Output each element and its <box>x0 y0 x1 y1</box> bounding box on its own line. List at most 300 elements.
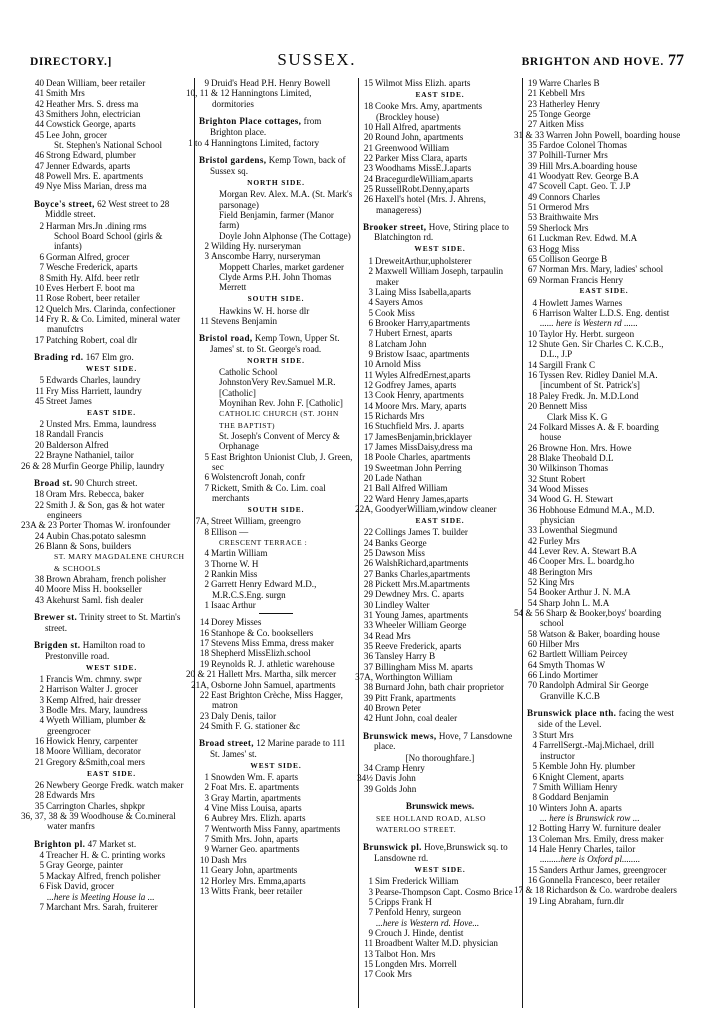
entry-text: Banks George <box>375 537 427 548</box>
entry-text: Aitken Miss <box>539 119 584 130</box>
directory-entry <box>363 918 517 928</box>
entry-text: SEE HOLLAND ROAD, ALSO WATERLOO STREET. <box>376 813 487 834</box>
entry-number: 34 <box>527 483 537 494</box>
entry-number: 40 <box>34 78 44 88</box>
directory-entry <box>527 834 681 844</box>
directory-entry <box>199 813 353 823</box>
entry-number: 10 <box>199 854 209 865</box>
entry-text: Morgan Rev. Alex. M.A. (St. Mark's parsonage) <box>219 189 353 210</box>
column-2 <box>186 78 358 1008</box>
entry-number: 21 <box>363 142 373 153</box>
directory-entry <box>34 130 189 140</box>
entry-number: 44 <box>527 545 537 556</box>
entry-number: 18 <box>34 746 44 757</box>
directory-entry <box>34 419 189 429</box>
entry-number: 18 <box>199 648 209 659</box>
directory-entry <box>34 181 189 191</box>
side-marker: EAST SIDE. <box>86 407 137 417</box>
entry-number: 35 <box>34 800 44 811</box>
entry-number: 7A, <box>195 516 209 527</box>
directory-entry <box>527 391 681 401</box>
entry-text: Wilmot Miss Elizh. aparts <box>375 78 471 88</box>
directory-entry <box>199 241 353 251</box>
directory-entry <box>527 453 681 463</box>
directory-entry <box>34 293 189 303</box>
entry-number: 6 <box>39 881 44 892</box>
entry-number: 2 <box>39 220 44 231</box>
street-description: Kemp Town, Upper St. James' st. to St. George's road. <box>210 333 340 354</box>
entry-text: Cramp Henry <box>375 763 425 774</box>
directory-entry <box>199 579 353 600</box>
directory-entry <box>527 360 681 370</box>
directory-entry <box>34 695 189 705</box>
directory-entry <box>527 150 681 160</box>
entry-number: 5 <box>204 451 209 462</box>
directory-entry <box>34 375 189 385</box>
directory-entry <box>363 184 517 194</box>
entry-text: Round John, apartments <box>375 132 464 143</box>
entry-number: 12 <box>527 823 537 834</box>
entry-number: 2 <box>204 569 209 580</box>
entry-text: Haxell's hotel (Mrs. J. Ahrens, manageress) <box>375 194 486 215</box>
section-rule <box>259 613 293 614</box>
entry-number: 12 <box>527 339 537 350</box>
directory-entry <box>527 78 681 88</box>
directory-entry <box>199 306 353 316</box>
side-marker: SOUTH SIDE. <box>247 505 305 514</box>
entry-text: ... here is Brunswick row ... <box>540 812 640 823</box>
directory-entry <box>527 730 681 740</box>
directory-entry <box>527 339 681 360</box>
directory-entry <box>527 875 681 885</box>
directory-entry <box>199 772 353 782</box>
entry-number: 16 <box>34 736 44 747</box>
directory-entry <box>363 483 517 493</box>
entry-number: 24 <box>34 530 44 541</box>
entry-text: Winters John A. aparts <box>539 802 622 813</box>
directory-entry <box>34 705 189 715</box>
directory-entry <box>186 88 353 109</box>
directory-entry <box>199 537 353 548</box>
entry-number: 19 <box>363 462 373 473</box>
entry-number: 4 <box>532 297 537 308</box>
directory-entry <box>527 443 681 453</box>
entry-text: Furley Mrs <box>539 535 580 546</box>
entry-text: Davis John <box>375 773 416 784</box>
directory-entry <box>527 556 681 566</box>
directory-entry <box>199 78 353 88</box>
entry-text: Rickett, Smith & Co. Lim. coal merchants <box>211 482 326 504</box>
entry-number: 16 <box>199 627 209 638</box>
entry-text: Brayne Nathaniel, tailor <box>46 450 134 461</box>
entry-number: 24 <box>527 421 537 432</box>
entry-text: Lindley Walter <box>375 599 430 610</box>
directory-entry <box>527 370 681 391</box>
street-name: Brighton Place cottages, <box>199 116 302 127</box>
entry-number: 24 <box>363 537 373 548</box>
entry-text: Warner Geo. apartments <box>211 844 300 855</box>
entry-number: 1 to 4 <box>188 138 209 149</box>
entry-number: 14 <box>363 400 373 411</box>
street-heading <box>34 352 189 363</box>
entry-number: 22 <box>363 152 373 163</box>
directory-entry <box>199 648 353 658</box>
entry-number: 14 <box>34 313 44 324</box>
entry-text: Lindo Mortimer <box>539 670 598 681</box>
directory-entry <box>527 99 681 109</box>
entry-text: Laing Miss Isabella,aparts <box>375 286 471 297</box>
entry-text: Shepherd MissElizh.school <box>211 648 311 659</box>
entry-number: 19 <box>199 658 209 669</box>
street-description: Trinity street to St. Martin's street. <box>45 612 181 633</box>
directory-entry <box>527 670 681 680</box>
entry-number: 15 <box>363 410 373 421</box>
entry-number: 36 <box>527 504 537 515</box>
directory-entry <box>34 584 189 594</box>
side-marker: EAST SIDE. <box>415 515 465 525</box>
entry-text: Smith Mrs. John, aparts <box>211 834 298 845</box>
entry-text: Hobhouse Edmund M.A., M.D. physician <box>539 504 655 525</box>
directory-entry <box>34 574 189 584</box>
entry-text: Wesche Frederick, aparts <box>46 262 138 273</box>
entry-number: 39 <box>363 783 373 794</box>
side-marker: WEST SIDE. <box>250 760 302 770</box>
entry-text: Lowenthal Siegmund <box>539 525 618 536</box>
entry-number: 22 <box>199 689 209 700</box>
entry-number: 13 <box>363 390 373 401</box>
entry-text: Wilding Hy. nurseryman <box>211 240 301 251</box>
directory-entry <box>21 460 189 471</box>
entry-text: Horley Mrs. Emma,aparts <box>211 875 306 886</box>
entry-number: 18 <box>363 101 373 112</box>
entry-number: 64 <box>527 659 537 670</box>
directory-entry <box>363 318 517 328</box>
street-description: 62 West street to 28 Middle street. <box>45 198 170 220</box>
directory-entry <box>527 244 681 254</box>
entry-number: 17 & 18 <box>514 885 545 896</box>
directory-entry <box>357 773 517 784</box>
entry-text: Aubrey Mrs. Elizh. aparts <box>211 813 306 824</box>
entry-text: Brown Peter <box>375 703 421 714</box>
entry-number: 4 <box>39 715 44 726</box>
directory-entry <box>363 287 517 297</box>
entry-number: 39 <box>363 692 373 703</box>
entry-text: Porter Thomas W. ironfounder <box>59 520 171 531</box>
entry-text: Hill Mrs.A.boarding house <box>539 160 638 171</box>
directory-entry <box>199 251 353 261</box>
entry-text: Latcham John <box>375 338 427 349</box>
directory-entry <box>199 855 353 865</box>
entry-number: 7 <box>204 834 209 845</box>
directory-entry <box>363 538 517 548</box>
directory-entry <box>527 109 681 119</box>
entry-text: Cowstick George, aparts <box>46 119 136 130</box>
directory-entry <box>34 314 189 335</box>
entry-text: Sayers Amos <box>375 297 423 308</box>
entry-number: 40 <box>363 703 373 714</box>
column-4 <box>514 78 686 1008</box>
entry-text: Dash Mrs <box>211 854 247 865</box>
entry-text: Bartlett William Peircey <box>539 649 628 660</box>
entry-number: 26 <box>527 442 537 453</box>
street-heading <box>199 333 353 354</box>
street-description: Hove,Brunswick sq. to Lansdowne rd. <box>374 842 508 863</box>
entry-number: 25 <box>363 183 373 194</box>
entry-number: 1 <box>368 876 373 887</box>
entry-text: Wentworth Miss Fanny, apartments <box>211 823 341 834</box>
page-number: 77 <box>668 52 684 69</box>
entry-number: 26 <box>34 541 44 552</box>
entry-number: 12 <box>34 303 44 314</box>
directory-entry <box>363 101 517 122</box>
entry-number: 28 <box>34 790 44 801</box>
entry-text: Goddard Benjamin <box>539 792 609 803</box>
directory-entry <box>527 202 681 212</box>
entry-number: 14 <box>527 843 537 854</box>
entry-text: GoodyerWilliam,window cleaner <box>375 504 497 515</box>
directory-entry <box>199 711 353 721</box>
entry-text: Wood G. H. Stewart <box>539 494 614 505</box>
entry-number: 4 <box>204 548 209 559</box>
entry-text: Foat Mrs. E. apartments <box>211 782 299 793</box>
entry-text: Street James <box>46 395 92 406</box>
entry-number: 2 <box>39 684 44 695</box>
entry-text: Kebbell Mrs <box>539 88 585 99</box>
entry-number: 5 <box>532 761 537 772</box>
entry-text: Lee John, grocer <box>46 129 108 140</box>
directory-entry <box>363 411 517 421</box>
street-description: Kemp Town, back of Sussex sq. <box>210 155 346 176</box>
directory-entry <box>527 598 681 608</box>
entry-number: 8 <box>204 526 209 537</box>
directory-entry <box>363 78 517 88</box>
entry-number: 15 <box>363 958 373 969</box>
entry-number: 14 <box>527 359 537 370</box>
entry-text: Dawson Miss <box>375 547 425 558</box>
entry-number: 10 <box>527 328 537 339</box>
directory-entry <box>527 401 681 411</box>
entry-text: Heather Mrs. S. dress ma <box>46 98 139 109</box>
directory-entry <box>527 505 681 526</box>
directory-entry <box>34 489 189 499</box>
entry-number: 25 <box>527 109 537 120</box>
entry-text: Wyeth William, plumber & greengrocer <box>46 715 146 736</box>
directory-entry <box>527 587 681 597</box>
entry-text: Fry R. & Co. Limited, mineral water manufctrs <box>46 313 181 335</box>
entry-text: Booker Arthur J. N. M.A <box>539 587 631 598</box>
directory-entry <box>34 450 189 460</box>
entry-number: 36 <box>363 651 373 662</box>
entry-text: Woodyatt Rev. George B.A <box>539 171 640 182</box>
entry-number: 1 <box>204 600 209 611</box>
directory-entry <box>34 171 189 181</box>
entry-number: 46 <box>34 150 44 161</box>
entry-number: 6 <box>532 771 537 782</box>
entry-number: 37 <box>363 661 373 672</box>
side-marker: WEST SIDE. <box>414 244 466 254</box>
running-head-place: BRIGHTON AND HOVE. <box>521 56 664 68</box>
entry-number: 5 <box>39 375 44 386</box>
entry-text: ...here is Meeting House la ... <box>47 891 155 902</box>
entry-number: 20 <box>363 473 373 484</box>
entry-text: St. Joseph's Convent of Mercy & Orphanage <box>219 431 340 452</box>
entry-text: Eves Herbert F. boot ma <box>46 282 135 293</box>
side-marker: EAST SIDE. <box>415 89 465 99</box>
directory-entry <box>527 567 681 577</box>
entry-text: Edwards Charles, laundry <box>46 375 141 386</box>
directory-entry <box>363 401 517 411</box>
entry-text: Pearse-Thompson Capt. Cosmo Brice <box>375 886 513 897</box>
street-note: [No thoroughfare.] <box>405 752 475 763</box>
entry-text: Knight Clement, aparts <box>539 771 624 782</box>
entry-text: Dewdney Mrs. C. aparts <box>375 589 464 600</box>
entry-number: 69 <box>527 274 537 285</box>
entry-text: Shute Gen. Sir Charles C. K.C.B., D.L., J.P <box>539 339 664 360</box>
directory-entry <box>527 233 681 243</box>
entry-text: Smith J. & Son, gas & hot water engineers <box>46 499 165 521</box>
entry-text: Gonnella Francesco, beer retailer <box>539 874 660 885</box>
entry-text: .........here is Oxford pl........ <box>540 854 641 865</box>
entry-number: 34½ <box>357 773 373 784</box>
entry-text: Parker Miss Clara, aparts <box>375 152 468 163</box>
entry-number: 49 <box>527 191 537 202</box>
entry-number: 2 <box>39 419 44 430</box>
entry-number: 23 <box>527 98 537 109</box>
directory-entry <box>34 881 189 891</box>
entry-number: 38 <box>34 574 44 585</box>
directory-entry <box>527 772 681 782</box>
entry-text: CATHOLIC CHURCH (ST. JOHN THE BAPTIST) <box>219 409 339 430</box>
directory-entry <box>514 608 681 629</box>
directory-entry <box>527 844 681 854</box>
directory-entry <box>34 78 189 88</box>
entry-text: Doyle John Alphonse (The Cottage) <box>219 230 351 241</box>
entry-number: 3 <box>368 886 373 897</box>
entry-text: Sharp John L. M.A <box>539 597 610 608</box>
entry-number: 46 <box>527 556 537 567</box>
entry-number: 3 <box>204 251 209 262</box>
side-marker: WEST SIDE. <box>85 363 138 373</box>
directory-entry <box>363 359 517 369</box>
entry-text: Warren John Powell, boarding house <box>546 129 681 140</box>
directory-entry <box>363 938 517 948</box>
entry-text: Clyde Arms P.H. John Thomas Merrett <box>219 271 332 293</box>
entry-number: 3 <box>368 286 373 297</box>
entry-text: Kemp Alfred, hair dresser <box>46 694 141 705</box>
entry-text: Randall Francis <box>46 429 104 440</box>
entry-text: Bodle Mrs. Mary, laundress <box>46 705 148 715</box>
entry-number: 3 <box>204 558 209 569</box>
directory-entry <box>527 192 681 202</box>
entry-number: 11 <box>35 385 44 396</box>
directory-entry <box>199 638 353 648</box>
entry-text: Hubert Ernest, aparts <box>375 328 453 339</box>
entry-number: 11 <box>200 315 209 326</box>
directory-entry <box>363 494 517 504</box>
entry-number: 5 <box>368 307 373 318</box>
entry-number: 26 <box>363 558 373 569</box>
entry-text: Hanningtons Limited, dormitories <box>212 88 312 109</box>
entry-text: Longden Mrs. Morrell <box>375 958 457 969</box>
directory-entry <box>34 595 189 605</box>
directory-entry <box>363 143 517 153</box>
directory-entry <box>363 662 517 672</box>
directory-entry <box>363 784 517 794</box>
directory-entry <box>363 452 517 462</box>
entry-text: East Brighton Crèche, Miss Hagger, matron <box>211 689 343 711</box>
entry-text: Hall Alfred, apartments <box>375 121 461 132</box>
directory-entry <box>34 541 189 551</box>
entry-text: Bennett Miss <box>539 401 588 412</box>
directory-entry <box>527 474 681 484</box>
entry-text: Cook Miss <box>375 307 415 318</box>
entry-number: 42 <box>527 535 537 546</box>
entry-number: 58 <box>527 628 537 639</box>
street-heading <box>363 222 517 243</box>
directory-entry <box>199 210 353 231</box>
directory-entry <box>363 380 517 390</box>
entry-number: 47 <box>34 160 44 171</box>
entry-text: Rose Robert, beer retailer <box>46 293 140 304</box>
street-name: Brunswick place nth. <box>527 708 617 719</box>
entry-number: 54 & 56 <box>514 608 545 619</box>
entry-number: 67 <box>527 264 537 275</box>
entry-number: 12 <box>363 379 373 390</box>
directory-entry <box>199 189 353 210</box>
street-name: Bristol gardens, <box>199 155 267 166</box>
entry-number: 2 <box>204 579 209 590</box>
entry-text: Brooker Harry,apartments <box>375 317 470 328</box>
entry-text: Harman Mrs.Jn .dining rms <box>46 220 147 231</box>
directory-entry <box>363 569 517 579</box>
entry-text: James MissDaisy,dress ma <box>375 442 473 452</box>
entry-number: 26 & 28 <box>21 460 52 471</box>
side-marker: NORTH SIDE. <box>247 177 305 187</box>
entry-text: Murfin George Philip, laundry <box>53 460 165 471</box>
entry-text: JamesBenjamin,bricklayer <box>375 431 472 442</box>
directory-entry <box>527 318 681 328</box>
directory-entry <box>363 153 517 163</box>
directory-entry <box>527 740 681 761</box>
entry-text: Sharp & Booker,boys' boarding school <box>540 608 662 629</box>
entry-text: Stanhope & Co. booksellers <box>211 627 314 638</box>
directory-entry <box>199 690 353 711</box>
entry-text: Folkard Misses A. & F. boarding house <box>539 421 659 443</box>
entry-text: Harrison Walter J. grocer <box>46 684 138 695</box>
street-description: facing the west side of the Level. <box>538 708 674 729</box>
entry-number: 22A, <box>355 504 373 515</box>
entry-number: 30 <box>527 463 537 474</box>
street-heading <box>199 116 353 137</box>
entry-text: Nye Miss Marian, dress ma <box>46 181 147 192</box>
directory-entry <box>34 684 189 694</box>
entry-number: 30 <box>363 599 373 610</box>
directory-entry <box>186 669 353 680</box>
directory-entry <box>34 429 189 439</box>
directory-entry <box>363 959 517 969</box>
entry-text: School Board School (girls & infants) <box>54 231 163 252</box>
entry-text: Pitt Frank, apartments <box>375 692 456 703</box>
entry-number: 31 & 33 <box>514 129 545 140</box>
street-description: Hove, 7 Lansdowne place. <box>374 730 513 752</box>
entry-number: 7 <box>204 482 209 493</box>
entry-number: 13 <box>363 948 373 959</box>
entry-text: Druid's Head P.H. Henry Bowell <box>211 78 331 88</box>
entry-text: Dean William, beer retailer <box>46 78 146 88</box>
entry-text: Francis Wm. chmny. swpr <box>46 673 142 684</box>
directory-entry <box>527 761 681 771</box>
entry-number: 35 <box>363 641 373 652</box>
